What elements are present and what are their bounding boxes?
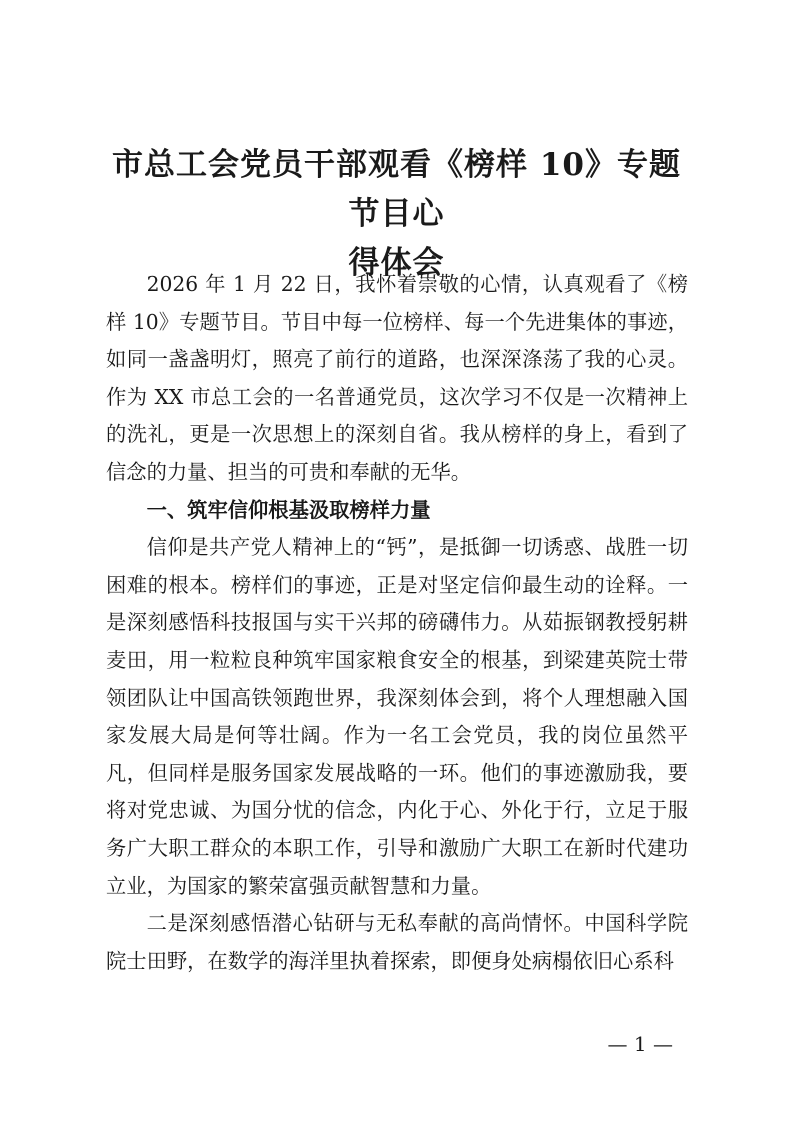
section-paragraph-1: 信仰是共产党人精神上的“钙”，是抵御一切诱惑、战胜一切困难的根本。榜样们的事迹，正是对坚定信仰最生动的诠释。一是深刻感悟科技报国与实干兴邦的磅礴伟力。从茹振钢教授躬耕麦田，用一粒粒良种筑牢国家粮食安全的根基，到梁建英院士带领团队让中国高铁领跑世界，我深刻体会到，将个人理想融入国家发展大局是何等壮阔。作为一名工会党员，我的岗位虽然平凡，但同样是服务国家发展战略的一环。他们的事迹激励我，要将对党忠诚、为国分忧的信念，内化于心、外化于行，立足于服务广大职工群众的本职工作，引导和激励广大职工在新时代建功立业，为国家的繁荣富强贡献智慧和力量。 (106, 535, 688, 898)
page-number: — 1 — (607, 1032, 673, 1056)
intro-paragraph: 2026 年 1 月 22 日，我怀着崇敬的心情，认真观看了《榜样 10》专题节目。节目中每一位榜样、每一个先进集体的事迹，如同一盏盏明灯，照亮了前行的道路，也深深涤荡了我的心灵。作为 XX 市总工会的一名普通党员，这次学习不仅是一次精神上的洗礼，更是一次思想上的深刻自省。我从榜样的身上，看到了信念的力量、担当的可贵和奉献的无华。 (106, 272, 688, 484)
title-line-1: 市总工会党员干部观看《榜样 10》专题节目心 (112, 147, 681, 232)
section-heading: 一、筑牢信仰根基汲取榜样力量 (146, 497, 431, 522)
section-paragraph-2: 二是深刻感悟潜心钻研与无私奉献的高尚情怀。中国科学院院士田野，在数学的海洋里执着探索，即便身处病榻依旧心系科 (106, 911, 688, 973)
document-body (106, 266, 688, 980)
title-line-2: 得体会 (348, 245, 445, 281)
